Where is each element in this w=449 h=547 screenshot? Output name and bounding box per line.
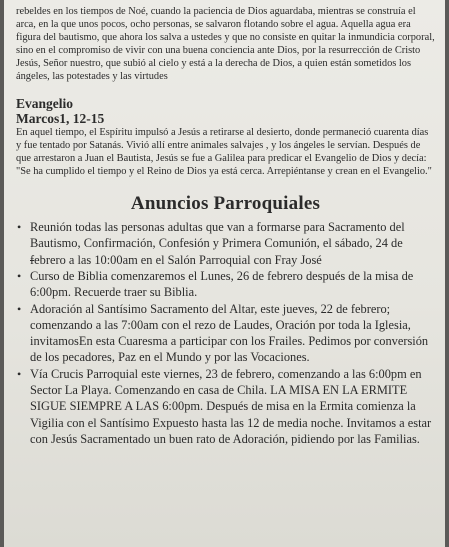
list-item	[16, 366, 435, 447]
announcement-text: Adoración al Santísimo Sacramento del Altar, este jueves, 22 de febrero; comenzando a las 7:00am con el rezo de Laudes, Oración por toda la Iglesia, invitamosEn esta Cuaresma a participar con los Frailes. Pedimos por conversión	[30, 301, 429, 349]
gospel-citation: Marcos1, 12-15	[16, 111, 105, 127]
struck-letter: f	[30, 252, 35, 267]
bullet-icon: •	[17, 268, 22, 283]
announcement-text: Reunión todas las personas adultas que van a formarse para Sacramento del Bautismo, Confirmación, Confesión y Primera Comunión, el sábado, 24 de	[30, 220, 405, 251]
list-item	[16, 301, 435, 366]
bullet-icon: •	[17, 301, 22, 316]
announcement-text: Vía Crucis Parroquial este viernes, 23 de febrero, comenzando a las 6:00pm en Sector La Playa. Comenzando en casa de Chila. LA MISA EN LA ERMITE SIGUE SIEMPRE A LAS 6:00pm. Después de misa en la Ermita comienza la Vigilia con el Santísimo Expuesto hasta las 12 de media noche. Invitamos a estar con Jesús Sacramentado un buen rato de Adoración, pidiendo por las Familias.	[30, 366, 432, 446]
bulletin-page	[4, 0, 445, 547]
announcements-list	[16, 219, 435, 447]
list-item	[16, 219, 435, 268]
announcement-text: Curso de Biblia comenzaremos el Lunes, 26 de febrero después de la misa de 6:00pm. Recuerde traer su Biblia.	[30, 268, 414, 300]
reading-text: rebeldes en los tiempos de Noé, cuando la paciencia de Dios aguardaba, mientras se construía el arca, en la que unos pocos, ocho personas, se salvaron flotando sobre el agua. Aquella agua era figura del bautismo, que ahora los salva a ustedes y que no consiste en quitar la inmundicia corporal, sino en el compromiso de vivir con una buena conciencia ante Dios, por la resurrección de Cristo Jesús, Señor nuestro, que subió al cielo y está a la derecha de Dios, a quien están sometidos los ángeles, las potestades y las virtudes	[16, 6, 435, 82]
gospel-title: Evangelio	[16, 96, 74, 112]
gospel-heading	[16, 96, 435, 126]
announcement-text-end: ebrero a las 10:00am en el Salón Parroquial con Fray José	[34, 252, 322, 267]
bullet-icon: •	[17, 220, 22, 235]
bullet-icon: •	[17, 366, 22, 381]
announcement-continuation: de los pecadores, Paz en el Mundo y por las Vocaciones.	[30, 350, 310, 365]
gospel-text: En aquel tiempo, el Espíritu impulsó a Jesús a retirarse al desierto, donde permaneció cuarenta días y fue tentado por Satanás. Vivió allí entre animales salvajes , y los ángeles le servían. Después de que arrestaron a Juan el Bautista, Jesús se fue a Galilea para predicar el Evangelio de Dios y decía: "Se ha cumplido el tiempo y el Reino de Dios ya está cerca. Arrepiéntanse y crean en el Evangelio."	[16, 127, 432, 178]
list-item	[16, 268, 435, 301]
announcements-title: Anuncios Parroquiales	[130, 193, 321, 215]
